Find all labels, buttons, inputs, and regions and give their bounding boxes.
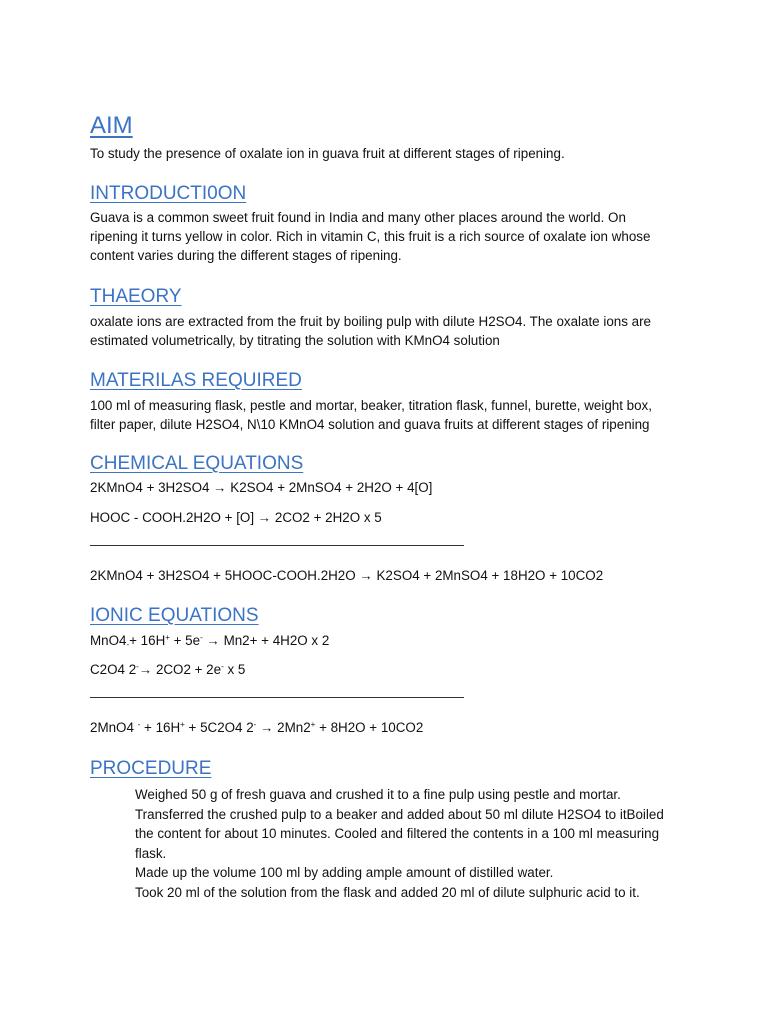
chemical-equation-1: 2KMnO4 + 3H2SO4 → K2SO4 + 2MnSO4 + 2H2O + 4[O] xyxy=(90,480,433,495)
ionic-equation-2: C2O4 2-→ 2CO2 + 2e- x 5 xyxy=(90,662,246,677)
introduction-text: Guava is a common sweet fruit found in India and many other places around the world. On ripening it turns yellow in color. Rich in vitamin C, this fruit is a rich source of oxalate ion whose content varies during the different stages of ripening. xyxy=(90,210,651,263)
chemical-equation-2: HOOC - COOH.2H2O + [O] → 2CO2 + 2H2O x 5 xyxy=(90,510,382,525)
chemical-equations-heading: CHEMICAL EQUATIONS xyxy=(90,453,304,474)
materials-heading: MATERILAS REQUIRED xyxy=(90,370,302,391)
procedure-heading: PROCEDURE xyxy=(90,758,212,779)
theory-heading: THAEORY xyxy=(90,286,182,307)
aim-heading: AIM xyxy=(90,112,133,139)
ionic-divider xyxy=(90,697,464,698)
aim-text: To study the presence of oxalate ion in guava fruit at different stages of ripening. xyxy=(90,146,565,161)
procedure-step: Made up the volume 100 ml by adding ample amount of distilled water. xyxy=(135,865,554,881)
equation-divider xyxy=(90,545,464,546)
chemical-equation-total: 2KMnO4 + 3H2SO4 + 5HOOC-COOH.2H2O → K2SO4 + 2MnSO4 + 18H2O + 10CO2 xyxy=(90,568,604,583)
ionic-equation-total: 2MnO4 - + 16H+ + 5C2O4 2- → 2Mn2+ + 8H2O + 10CO2 xyxy=(90,720,424,735)
introduction-heading: INTRODUCTI0ON xyxy=(90,183,247,204)
procedure-step: Took 20 ml of the solution from the flask and added 20 ml of dilute sulphuric acid to it. xyxy=(135,884,640,900)
ionic-equations-heading: IONIC EQUATIONS xyxy=(90,605,259,626)
materials-text: 100 ml of measuring flask, pestle and mortar, beaker, titration flask, funnel, burette, weight box, filter paper, dilute H2SO4, N\10 KMnO4 solution and guava fruits at different stages of ripening xyxy=(90,398,652,432)
procedure-steps xyxy=(135,785,680,903)
procedure-step: Weighed 50 g of fresh guava and crushed it to a fine pulp using pestle and mortar. xyxy=(135,787,621,802)
procedure-step: Transferred the crushed pulp to a beaker and added about 50 ml dilute H2SO4 to itBoiled the content for about 10 minutes. Cooled and filtered the contents in a 100 ml measuring flask. xyxy=(135,806,664,861)
ionic-equation-1: $MnO4_-+ 16H^+ + 5e^- \to Mn2+ + 4H2O$ x 2 xyxy=(90,633,330,649)
theory-text: oxalate ions are extracted from the fruit by boiling pulp with dilute H2SO4. The oxalate ions are estimated volumetrically, by titrating the solution with KMnO4 solution xyxy=(90,314,651,348)
